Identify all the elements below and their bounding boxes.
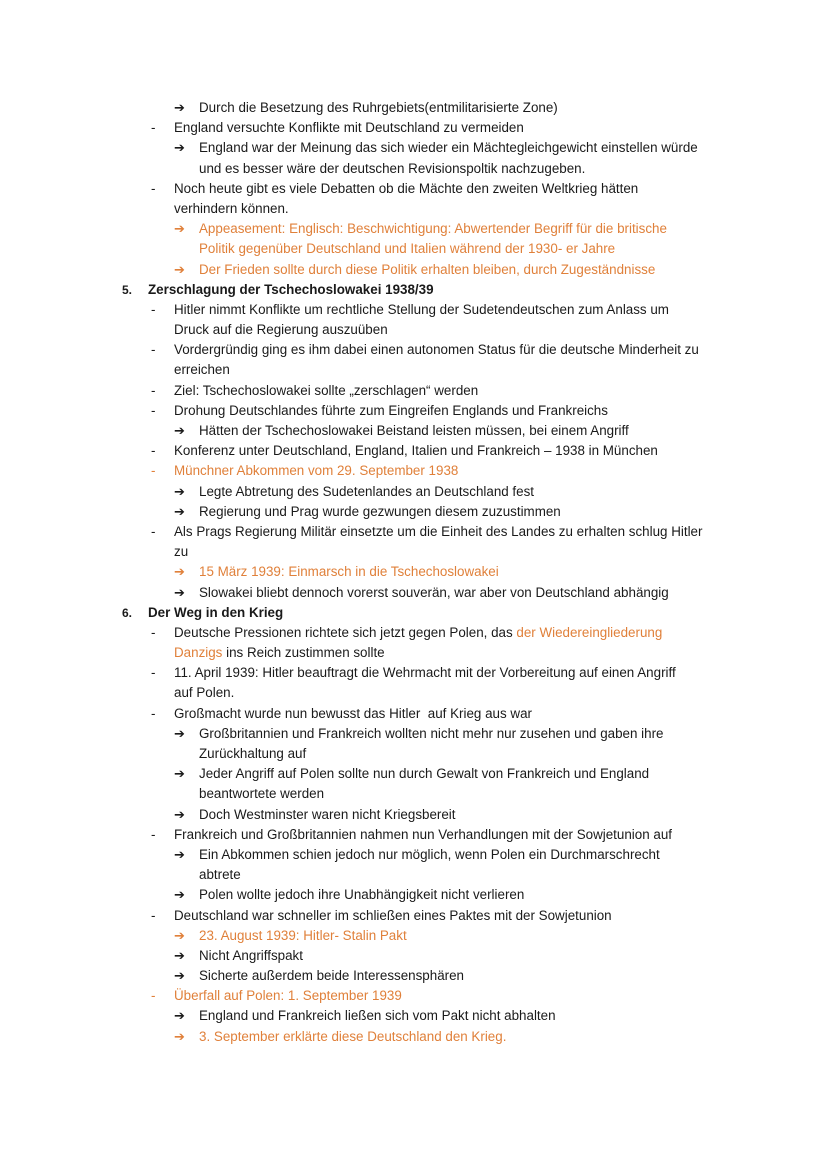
bullet-item xyxy=(0,401,828,421)
line-text xyxy=(199,562,499,582)
arrow-subitem xyxy=(0,421,828,441)
line-text xyxy=(174,179,638,199)
dash-bullet: - xyxy=(151,523,156,539)
line-text xyxy=(199,784,324,804)
dash-bullet: - xyxy=(151,342,156,358)
line-text xyxy=(199,260,655,280)
line-text xyxy=(199,98,558,118)
text-segment: ins Reich zustimmen sollte xyxy=(222,645,385,661)
arrow-right-icon: ➔ xyxy=(174,887,185,903)
arrow-right-icon: ➔ xyxy=(174,947,185,963)
line-text xyxy=(174,340,699,360)
text-segment: erreichen xyxy=(174,362,230,378)
text-segment: Drohung Deutschlandes führte zum Eingreifen Englands und Frankreichs xyxy=(174,402,608,418)
bullet-item xyxy=(0,704,828,724)
arrow-subitem xyxy=(0,885,828,905)
line-text xyxy=(174,199,289,219)
arrow-right-icon: ➔ xyxy=(174,261,185,277)
text-segment: Polen wollte jedoch ihre Unabhängigkeit nicht verlieren xyxy=(199,887,525,903)
section-number: 5. xyxy=(122,282,133,297)
arrow-subitem xyxy=(0,946,828,966)
dash-bullet: - xyxy=(151,463,156,479)
line-text xyxy=(174,663,676,683)
line-text xyxy=(174,643,385,663)
section-heading xyxy=(0,603,828,623)
arrow-right-icon: ➔ xyxy=(174,968,185,984)
bullet-item xyxy=(0,683,828,703)
text-segment: Deutschland war schneller im schließen eines Paktes mit der Sowjetunion xyxy=(174,907,612,923)
text-segment: Frankreich und Großbritannien nahmen nun Verhandlungen mit der Sowjetunion auf xyxy=(174,826,672,842)
text-segment: Hitler nimmt Konflikte um rechtliche Stellung der Sudetendeutschen zum Anlass um xyxy=(174,301,669,317)
text-segment: Großbritannien und Frankreich wollten nicht mehr nur zusehen und gaben ihre xyxy=(199,725,664,741)
dash-bullet: - xyxy=(151,665,156,681)
arrow-right-icon: ➔ xyxy=(174,564,185,580)
line-text xyxy=(174,986,402,1006)
text-segment: Ein Abkommen schien jedoch nur möglich, wenn Polen ein Durchmarschrecht xyxy=(199,846,660,862)
dash-bullet: - xyxy=(151,443,156,459)
arrow-subitem xyxy=(0,260,828,280)
text-segment: Zurückhaltung auf xyxy=(199,746,307,761)
arrow-right-icon: ➔ xyxy=(174,503,185,519)
bullet-item xyxy=(0,461,828,481)
line-text xyxy=(174,300,669,320)
arrow-subitem xyxy=(0,502,828,522)
arrow-right-icon: ➔ xyxy=(174,806,185,822)
bullet-item xyxy=(0,623,828,643)
text-segment: abtrete xyxy=(199,867,241,883)
line-text xyxy=(199,482,534,502)
bullet-item xyxy=(0,663,828,683)
line-text xyxy=(199,966,464,986)
line-text xyxy=(199,583,669,603)
bullet-item xyxy=(0,300,828,320)
line-text xyxy=(199,845,660,865)
dash-bullet: - xyxy=(151,120,156,136)
line-text xyxy=(199,865,241,885)
arrow-subitem xyxy=(0,583,828,603)
arrow-subitem xyxy=(0,926,828,946)
line-text xyxy=(199,421,629,441)
line-text xyxy=(174,825,672,845)
line-text xyxy=(199,764,649,784)
section-heading xyxy=(0,280,828,300)
text-segment: Sicherte außerdem beide Interessensphären xyxy=(199,968,464,984)
highlighted-text: Danzigs xyxy=(174,645,223,661)
arrow-subitem xyxy=(0,219,828,239)
dash-bullet: - xyxy=(151,826,156,842)
text-segment: zu xyxy=(174,544,189,560)
arrow-right-icon: ➔ xyxy=(174,423,185,438)
line-text xyxy=(199,239,615,259)
line-text xyxy=(174,522,702,542)
arrow-right-icon: ➔ xyxy=(174,1008,185,1024)
dash-bullet: - xyxy=(151,382,156,398)
text-segment: Hätten der Tschechoslowakei Beistand leisten müssen, bei einem Angriff xyxy=(199,423,629,438)
bullet-item xyxy=(0,643,828,663)
text-segment: Druck auf die Regierung auszuüben xyxy=(174,322,388,338)
arrow-subitem xyxy=(0,1027,828,1047)
line-text xyxy=(199,502,561,522)
notes-body xyxy=(0,98,828,1047)
bullet-item xyxy=(0,179,828,199)
arrow-right-icon: ➔ xyxy=(174,100,185,115)
line-text xyxy=(199,159,585,179)
arrow-subitem xyxy=(0,98,828,118)
text-segment: Konferenz unter Deutschland, England, Italien und Frankreich – 1938 in München xyxy=(174,443,658,459)
bullet-item xyxy=(0,441,828,461)
bullet-item xyxy=(0,986,828,1006)
arrow-subitem xyxy=(0,562,828,582)
arrow-subitem xyxy=(0,784,828,804)
line-text xyxy=(199,138,698,158)
line-text xyxy=(174,381,478,401)
line-text xyxy=(174,320,388,340)
arrow-right-icon: ➔ xyxy=(174,927,185,943)
arrow-subitem xyxy=(0,744,828,764)
section-title: Zerschlagung der Tschechoslowakei 1938/39 xyxy=(148,281,434,297)
dash-bullet: - xyxy=(151,705,156,721)
text-segment: Als Prags Regierung Militär einsetzte um die Einheit des Landes zu erhalten schlug Hitler xyxy=(174,523,703,539)
text-segment: Vordergründig ging es ihm dabei einen autonomen Status für die deutsche Minderheit zu xyxy=(174,342,699,358)
arrow-subitem xyxy=(0,805,828,825)
line-text xyxy=(174,441,658,461)
line-text xyxy=(174,542,188,562)
text-segment: 23. August 1939: Hitler- Stalin Pakt xyxy=(199,927,407,943)
arrow-subitem xyxy=(0,845,828,865)
line-text xyxy=(174,360,230,380)
dash-bullet: - xyxy=(151,988,156,1004)
bullet-item xyxy=(0,825,828,845)
bullet-item xyxy=(0,381,828,401)
text-segment: Überfall auf Polen: 1. September 1939 xyxy=(174,988,402,1004)
text-segment: England war der Meinung das sich wieder ein Mächtegleichgewicht einstellen würde xyxy=(199,140,698,156)
arrow-subitem xyxy=(0,966,828,986)
line-text xyxy=(199,1006,556,1026)
line-text xyxy=(199,926,407,946)
text-segment: Deutsche Pressionen richtete sich jetzt gegen Polen, das xyxy=(174,624,517,640)
arrow-right-icon: ➔ xyxy=(174,221,185,237)
line-text xyxy=(199,219,667,239)
text-segment: Noch heute gibt es viele Debatten ob die Mächte den zweiten Weltkrieg hätten xyxy=(174,180,639,196)
line-text xyxy=(199,946,303,966)
line-text xyxy=(174,118,524,138)
text-segment: Jeder Angriff auf Polen sollte nun durch Gewalt von Frankreich und England xyxy=(199,766,650,782)
line-text xyxy=(199,724,663,744)
arrow-right-icon: ➔ xyxy=(174,483,185,499)
text-segment: Nicht Angriffspakt xyxy=(199,947,303,963)
highlighted-text: der Wiedereingliederung xyxy=(516,624,663,640)
bullet-item xyxy=(0,118,828,138)
section-title: Der Weg in den Krieg xyxy=(148,604,284,620)
dash-bullet: - xyxy=(151,907,156,923)
bullet-item xyxy=(0,199,828,219)
bullet-item xyxy=(0,522,828,542)
text-segment: 15 März 1939: Einmarsch in die Tschechoslowakei xyxy=(199,564,499,580)
arrow-right-icon: ➔ xyxy=(174,766,185,782)
line-text xyxy=(174,906,612,926)
text-segment: Durch die Besetzung des Ruhrgebiets(entmilitarisierte Zone) xyxy=(199,100,558,115)
bullet-item xyxy=(0,542,828,562)
text-segment: Regierung und Prag wurde gezwungen diesem zuzustimmen xyxy=(199,503,561,519)
arrow-subitem xyxy=(0,482,828,502)
text-segment: Slowakei bliebt dennoch vorerst souverän, war aber von Deutschland abhängig xyxy=(199,584,669,600)
text-segment: verhindern können. xyxy=(174,200,289,216)
dash-bullet: - xyxy=(151,180,156,196)
text-segment: und es besser wäre der deutschen Revisionspoltik nachzugeben. xyxy=(199,160,586,176)
line-text xyxy=(199,744,306,764)
text-segment: Münchner Abkommen vom 29. September 1938 xyxy=(174,463,459,479)
arrow-subitem xyxy=(0,724,828,744)
text-segment: England und Frankreich ließen sich vom Pakt nicht abhalten xyxy=(199,1008,556,1024)
text-segment: 11. April 1939: Hitler beauftragt die Wehrmacht mit der Vorbereitung auf einen Angriff xyxy=(174,665,676,681)
arrow-right-icon: ➔ xyxy=(174,846,185,862)
arrow-subitem xyxy=(0,239,828,259)
dash-bullet: - xyxy=(151,624,156,640)
arrow-subitem xyxy=(0,159,828,179)
line-text xyxy=(174,704,532,724)
arrow-right-icon: ➔ xyxy=(174,1028,185,1044)
line-text xyxy=(174,623,662,643)
text-segment: beantwortete werden xyxy=(199,786,325,802)
text-segment: Ziel: Tschechoslowakei sollte „zerschlagen“ werden xyxy=(174,382,479,398)
text-segment: 3. September erklärte diese Deutschland den Krieg. xyxy=(199,1028,507,1044)
line-text xyxy=(199,885,524,905)
line-text xyxy=(174,683,234,703)
arrow-right-icon: ➔ xyxy=(174,584,185,600)
text-segment: Der Frieden sollte durch diese Politik erhalten bleiben, durch Zugeständnisse xyxy=(199,261,656,277)
text-segment: England versuchte Konflikte mit Deutschland zu vermeiden xyxy=(174,120,524,136)
arrow-right-icon: ➔ xyxy=(174,725,185,741)
line-text xyxy=(174,401,608,421)
line-text xyxy=(199,805,456,825)
text-segment: Doch Westminster waren nicht Kriegsbereit xyxy=(199,806,456,822)
arrow-subitem xyxy=(0,138,828,158)
text-segment: Legte Abtretung des Sudetenlandes an Deutschland fest xyxy=(199,483,535,499)
text-segment: auf Polen. xyxy=(174,685,235,701)
arrow-subitem xyxy=(0,865,828,885)
arrow-subitem xyxy=(0,764,828,784)
line-text xyxy=(174,461,458,481)
text-segment: Politik gegenüber Deutschland und Italien während der 1930- er Jahre xyxy=(199,241,616,257)
bullet-item xyxy=(0,340,828,360)
bullet-item xyxy=(0,906,828,926)
line-text xyxy=(199,1027,506,1047)
text-segment: Großmacht wurde nun bewusst das Hitler auf Krieg aus war xyxy=(174,705,532,721)
text-segment: Appeasement: Englisch: Beschwichtigung: Abwertender Begriff für die britische xyxy=(199,221,667,237)
dash-bullet: - xyxy=(151,301,156,317)
arrow-subitem xyxy=(0,1006,828,1026)
dash-bullet: - xyxy=(151,402,156,418)
arrow-right-icon: ➔ xyxy=(174,140,185,156)
bullet-item xyxy=(0,360,828,380)
section-number: 6. xyxy=(122,605,133,620)
bullet-item xyxy=(0,320,828,340)
